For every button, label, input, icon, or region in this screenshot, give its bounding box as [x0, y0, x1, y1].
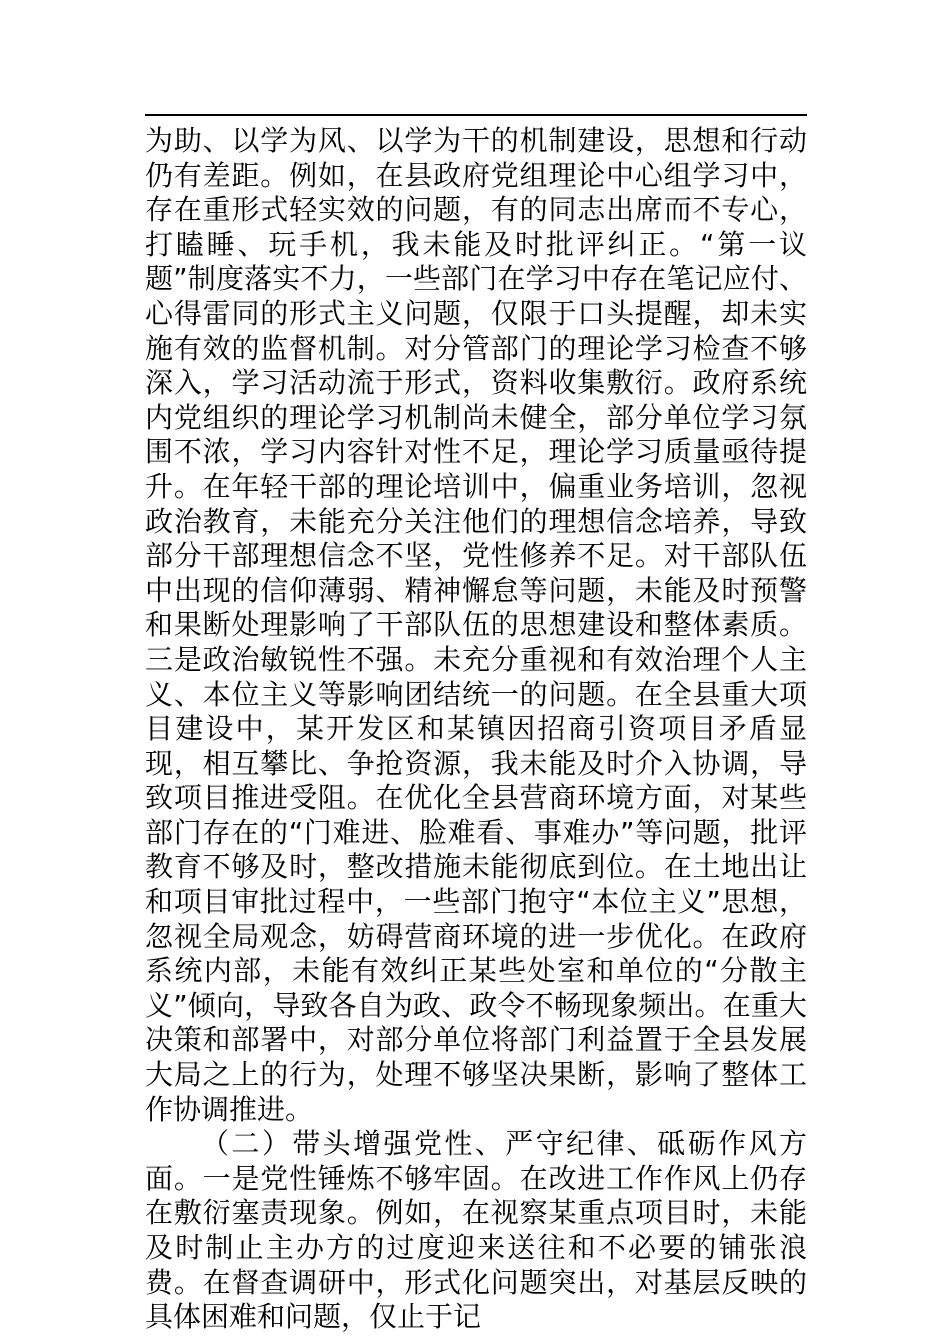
paragraph-2: （二）带头增强党性、严守纪律、砥砺作风方面。一是党性锤炼不够牢固。在改进工作作风上仍存在敷衍塞责现象。例如，在视察某重点项目时，未能及时制止主办方的过度迎来送往和不必要的铺张浪费。在督查调研中，形式化问题突出，对基层反映的具体困难和问题，仅止于记	[145, 1127, 807, 1334]
paragraph-1: 为助、以学为风、以学为干的机制建设，思想和行动仍有差距。例如，在县政府党组理论中心组学习中，存在重形式轻实效的问题，有的同志出席而不专心，打瞌睡、玩手机，我未能及时批评纠正。“第一议题”制度落实不力，一些部门在学习中存在笔记应付、心得雷同的形式主义问题，仅限于口头提醒，却未实施有效的监督机制。对分管部门的理论学习检查不够深入，学习活动流于形式，资料收集敷衍。政府系统内党组织的理论学习机制尚未健全，部分单位学习氛围不浓，学习内容针对性不足，理论学习质量亟待提升。在年轻干部的理论培训中，偏重业务培训，忽视政治教育，未能充分关注他们的理想信念培养，导致部分干部理想信念不坚，党性修养不足。对干部队伍中出现的信仰薄弱、精神懈怠等问题，未能及时预警和果断处理影响了干部队伍的思想建设和整体素质。三是政治敏锐性不强。未充分重视和有效治理个人主义、本位主义等影响团结统一的问题。在全县重大项目建设中，某开发区和某镇因招商引资项目矛盾显现，相互攀比、争抢资源，我未能及时介入协调，导致项目推进受阻。在优化全县营商环境方面，对某些部门存在的“门难进、脸难看、事难办”等问题，批评教育不够及时，整改措施未能彻底到位。在土地出让和项目审批过程中，一些部门抱守“本位主义”思想，忽视全局观念，妨碍营商环境的进一步优化。在政府系统内部，未能有效纠正某些处室和单位的“分散主义”倾向，导致各自为政、政令不畅现象频出。在重大决策和部署中，对部分单位将部门利益置于全县发展大局之上的行为，处理不够坚决果断，影响了整体工作协调推进。	[145, 124, 807, 1126]
header-rule	[145, 114, 807, 116]
document-body	[145, 124, 807, 1335]
